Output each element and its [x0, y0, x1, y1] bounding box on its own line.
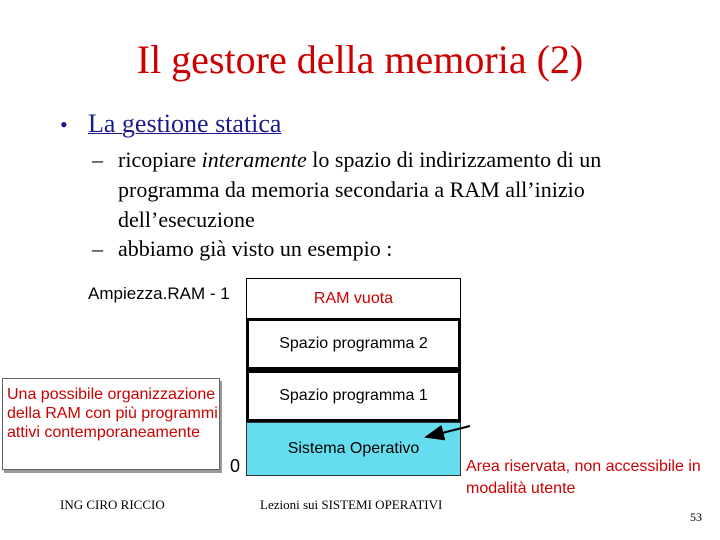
block-label: RAM vuota — [313, 289, 394, 307]
block-label: Sistema Operativo — [287, 440, 420, 457]
block-label: Spazio programma 2 — [279, 335, 428, 352]
footer-author: ING CIRO RICCIO — [60, 497, 165, 512]
sub-item-text: lo spazio di indirizzamento di un programma da memoria secondaria a RAM all’inizio dell’esecuzione — [118, 147, 602, 232]
sub-item-emphasis: interamente — [201, 147, 307, 172]
callout-box: Una possibile organizzazione della RAM con più programmi attivi contemporaneamente — [2, 378, 220, 470]
slide-title: Il gestore della memoria (2) — [136, 37, 584, 82]
arrow-line — [426, 426, 470, 437]
block-label: Spazio programma 1 — [279, 387, 428, 404]
dash-marker: – — [92, 236, 103, 261]
bullet-marker: • — [60, 112, 68, 137]
dash-marker: – — [92, 147, 103, 172]
bullet-heading: La gestione statica — [88, 109, 282, 138]
page-number: 53 — [690, 510, 702, 524]
ram-bottom-address-label: 0 — [230, 456, 241, 476]
sub-item-example: abbiamo già visto un esempio : — [118, 236, 393, 261]
reserved-area-annotation: Area riservata, non accessibile in modalità utente — [466, 458, 701, 497]
footer-course: Lezioni sui SISTEMI OPERATIVI — [260, 497, 443, 512]
sub-item-text: ricopiare — [118, 147, 202, 172]
ram-top-address-label: Ampiezza.RAM - 1 — [88, 284, 230, 303]
